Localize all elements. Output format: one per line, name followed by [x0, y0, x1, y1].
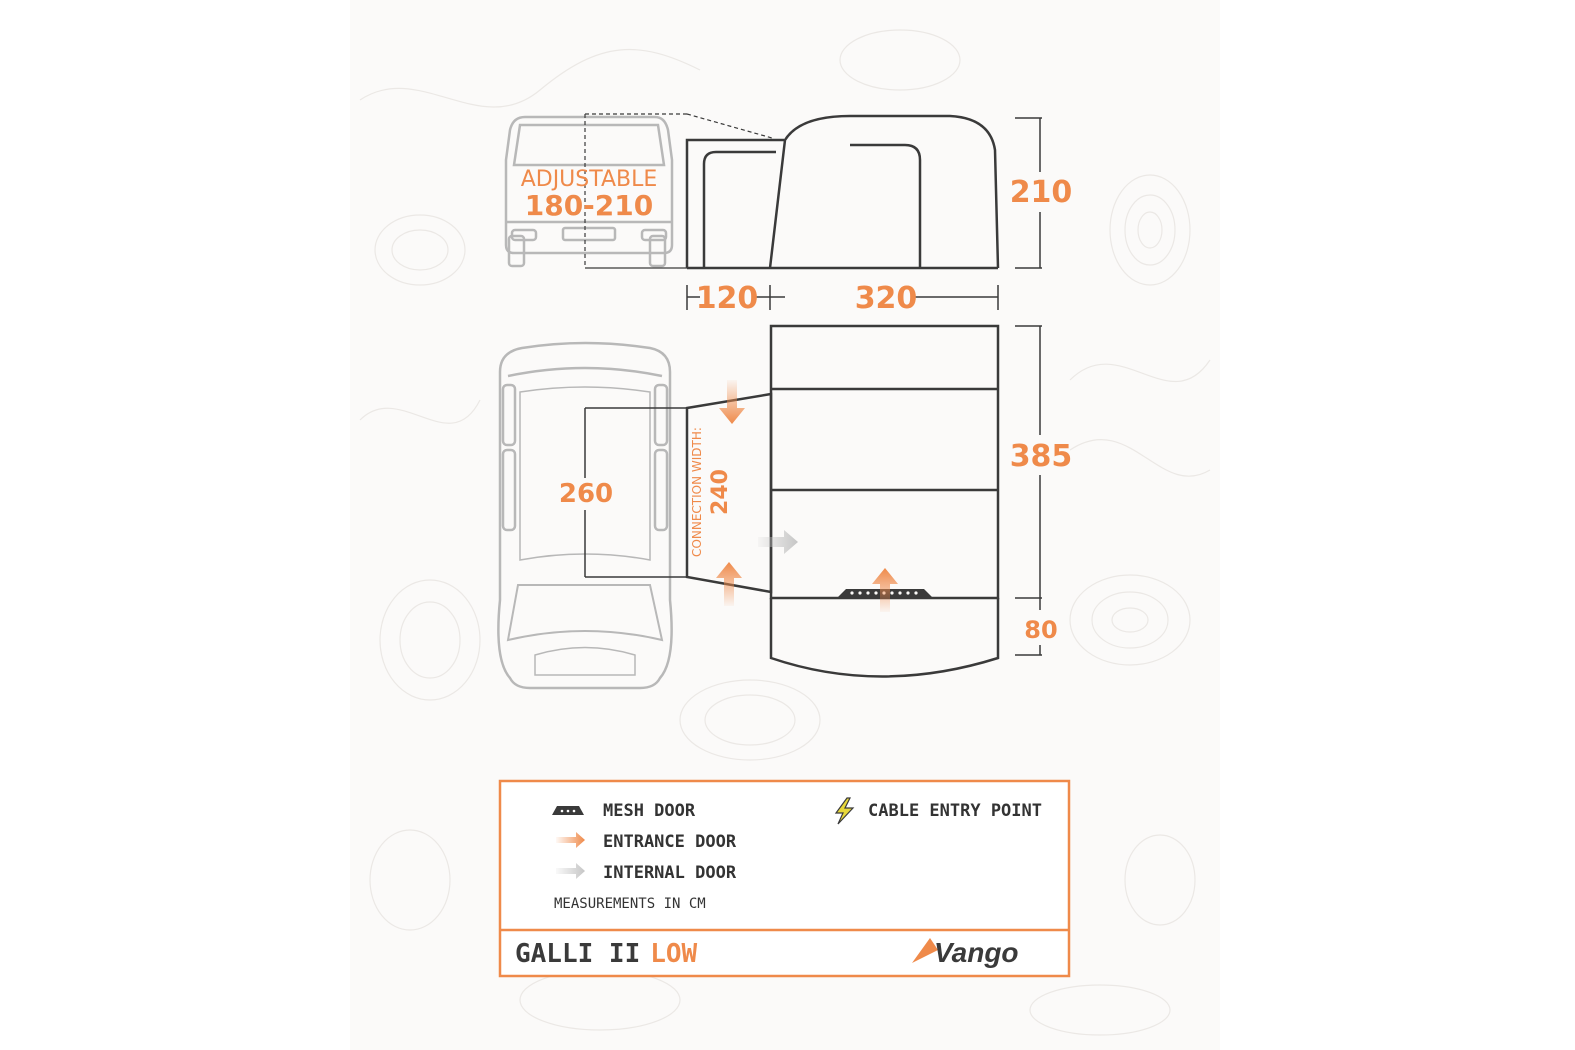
connection-width-label: CONNECTION WIDTH: [690, 427, 704, 557]
adjustable-label: ADJUSTABLE [520, 167, 658, 192]
legend-internal-door: INTERNAL DOOR [603, 863, 737, 883]
main-length-dimension: 320 [854, 281, 918, 316]
height-dimension: 210 [1009, 175, 1073, 210]
tent-top-view [687, 326, 998, 677]
product-name [515, 939, 698, 969]
legend-mesh-door: MESH DOOR [603, 801, 696, 821]
product-variant: LOW [650, 939, 698, 969]
legend-cable-entry: CABLE ENTRY POINT [868, 801, 1042, 821]
connection-width-value: 240 [708, 469, 733, 515]
porch-depth-dimension: 80 [1024, 616, 1058, 644]
product-base-name: GALLI II [515, 939, 641, 969]
van-depth-dimension: 260 [558, 479, 614, 509]
top-dimension-lines [1015, 326, 1042, 655]
mesh-door-icon [552, 806, 584, 815]
internal-door-arrow [758, 530, 798, 554]
measurements-note: MEASUREMENTS IN CM [554, 896, 706, 912]
annex-length-dimension: 120 [695, 281, 759, 316]
brand-logo-text: Vango [934, 937, 1019, 968]
width-dimension: 385 [1009, 439, 1073, 474]
tent-side-view [687, 116, 998, 268]
legend-entrance-door: ENTRANCE DOOR [603, 832, 737, 852]
adjustable-height-range: 180-210 [524, 189, 654, 222]
